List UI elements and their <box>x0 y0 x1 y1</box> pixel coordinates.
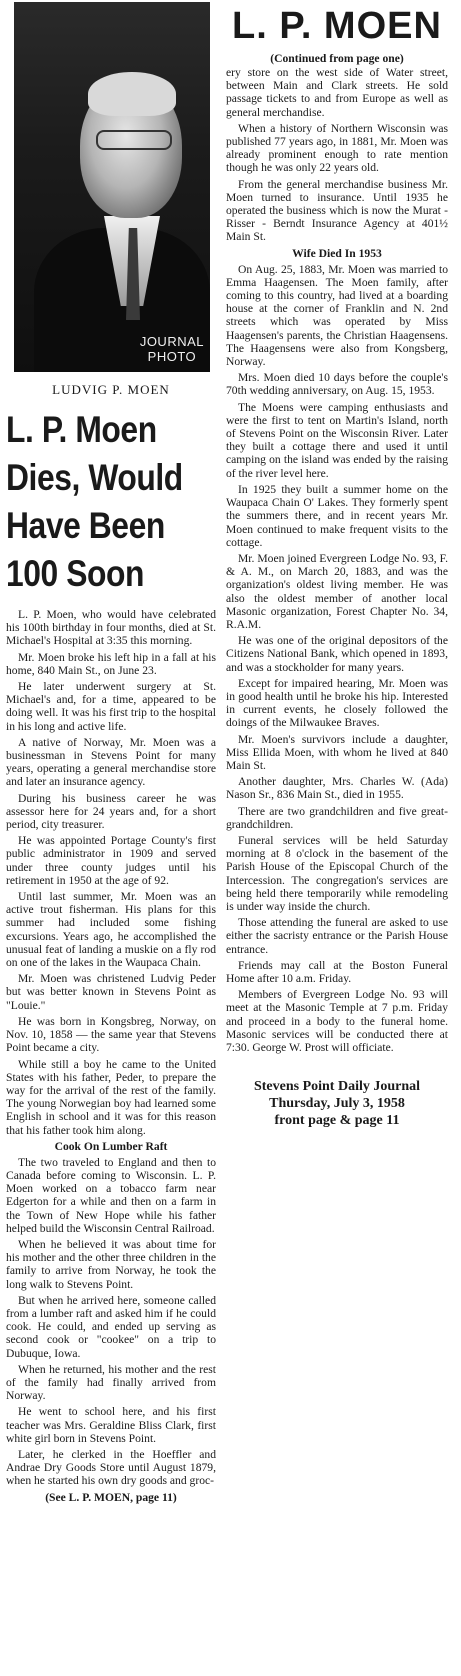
source-date: Thursday, July 3, 1958 <box>269 1096 405 1112</box>
paragraph: He was appointed Portage County's first public administrator in 1909 and served under three county judges until his retirement in 1950 at the age of 92. <box>6 834 216 887</box>
subhead: Wife Died In 1953 <box>292 246 382 260</box>
paragraph: Another daughter, Mrs. Charles W. (Ada) Nason Sr., 836 Main St., died in 1955. <box>226 775 448 802</box>
paragraph: Friends may call at the Boston Funeral Home after 10 a.m. Friday. <box>226 958 448 985</box>
paragraph: ery store on the west side of Water street, between Main and Clark streets. He sold passage tickets to and from Europe as well as general merchandise. <box>226 66 448 119</box>
left-column <box>6 2 216 1507</box>
paragraph: Mr. Moen broke his left hip in a fall at his home, 840 Main St., on June 23. <box>6 650 216 677</box>
paragraph: In 1925 they built a summer home on the Waupaca Chain O' Lakes. They formerly spent the summers there, and in recent years Mr. Moen continued to make frequent visits to the cottage. <box>226 482 448 549</box>
photo-credit: JOURNAL PHOTO <box>139 334 204 364</box>
paragraph: The two traveled to England and then to Canada before coming to Wisconsin. L. P. Moen worked on a tobacco farm near Edgerton for a while and then on a farm in the Town of New Hope while his father helped build the Wisconsin Central Railroad. <box>6 1155 216 1235</box>
source-pages: front page & page 11 <box>274 1113 400 1129</box>
paragraph: Mr. Moen's survivors include a daughter, Miss Ellida Moen, with whom he lived at 840 Main St. <box>226 732 448 772</box>
paragraph: Those attending the funeral are asked to use either the sacristy entrance or the Parish House entrance. <box>226 916 448 956</box>
paragraph: Until last summer, Mr. Moen was an active trout fisherman. His plans for this summer had included some fishing excursions. Years ago, he accomplished the unusual feat of landing a muskie on a fly rod on one of the lakes in the Waupaca Chain. <box>6 890 216 970</box>
continuation-title: L. P. MOEN <box>232 5 442 47</box>
jump-line: (See L. P. MOEN, page 11) <box>45 1490 177 1504</box>
right-body <box>226 66 448 1054</box>
paragraph: There are two grandchildren and five great-grandchildren. <box>226 804 448 831</box>
paragraph: On Aug. 25, 1883, Mr. Moen was married to Emma Haagensen. The Moen family, after coming to this country, had lived at a boarding house at the corner of Franklin and N. 2nd streets which was operated by Miss Haagensen's parents, the Christian Haagensens. The Haagensens were also from Kongsberg, Norway. <box>226 262 448 369</box>
headline: L. P. Moen Dies, Would Have Been 100 Soon <box>6 409 183 594</box>
paragraph: When a history of Northern Wisconsin was published 77 years ago, in 1881, Mr. Moen was already prominent enough to rate mention though he was only 22 years old. <box>226 121 448 175</box>
paragraph: He went to school here, and his first teacher was Mrs. Geraldine Bliss Clark, first white girl born in Stevens Point. <box>6 1405 216 1445</box>
photo-glasses <box>96 130 172 150</box>
continued-note: (Continued from page one) <box>270 52 404 65</box>
paragraph: Members of Evergreen Lodge No. 93 will meet at the Masonic Temple at 7 p.m. Friday and proceed in a body to the funeral home. Masonic services will be conducted there at 7:30. George W. Prost will officiate. <box>226 988 448 1055</box>
subhead: Cook On Lumber Raft <box>54 1139 168 1153</box>
paragraph: He was born in Kongsbreg, Norway, on Nov. 10, 1858 — the same year that Stevens Point became a city. <box>6 1014 216 1055</box>
source-citation <box>226 1078 448 1129</box>
paragraph: Mrs. Moen died 10 days before the couple's 70th wedding anniversary, on Aug. 15, 1953. <box>226 371 448 398</box>
photo-hair <box>88 72 176 116</box>
photo-caption: LUDVIG P. MOEN <box>52 382 170 397</box>
paragraph: Mr. Moen was christened Ludvig Peder but was better known in Stevens Point as "Louie." <box>6 972 216 1012</box>
right-column <box>226 6 448 1129</box>
left-body <box>6 608 216 1505</box>
paragraph: Except for impaired hearing, Mr. Moen was in good health until he broke his hip. Interested in current events, he closely followed the doings of the Milwaukee Braves. <box>226 676 448 730</box>
paragraph: A native of Norway, Mr. Moen was a businessman in Stevens Point for many years, operating a general merchandise store and later an insurance agency. <box>6 735 216 789</box>
paragraph: While still a boy he came to the United States with his father, Peder, to prepare the way for the arrival of the rest of the family. The young Norwegian boy had learned some English in school and it was for this reason that his father took him along. <box>6 1057 216 1137</box>
paragraph: But when he arrived here, someone called from a lumber raft and asked him if he could cook. He could, and ended up serving as second cook or "cookee" on a trip to Dubuque, Iowa. <box>6 1293 216 1360</box>
paragraph: During his business career he was assessor here for 24 years and, for a short period, city treasurer. <box>6 791 216 832</box>
paragraph: He was one of the original depositors of the Citizens National Bank, which opened in 1893, and was a stockholder for many years. <box>226 634 448 674</box>
source-publication: Stevens Point Daily Journal <box>253 1079 421 1095</box>
paragraph: L. P. Moen, who would have celebrated his 100th birthday in four months, died at St. Michael's Hospital at 3:35 this morning. <box>6 608 216 648</box>
portrait-photo <box>14 2 210 372</box>
paragraph: When he believed it was about time for his mother and the other three children in the family to arrive from Norway, he took the long walk to Stevens Point. <box>6 1237 216 1291</box>
paragraph: From the general merchandise business Mr. Moen turned to insurance. Until 1935 he operated the business which is now the Murat - Risser - Berndt Insurance Agency at 401½ Main St. <box>226 177 448 244</box>
paragraph: Funeral services will be held Saturday morning at 8 o'clock in the basement of the Parish House of the Episcopal Church of the Intercession. The congregation's services are being held there temporarily while remodeling is under way inside the church. <box>226 833 448 913</box>
paragraph: The Moens were camping enthusiasts and were the first to tent on Martin's Island, north of Stevens Point on the Wisconsin River. Later they built a cottage there and used it until camping on the island was ended by the raising of the river level here. <box>226 400 448 480</box>
paragraph: Later, he clerked in the Hoeffler and Andrae Dry Goods Store until August 1879, when he started his own dry goods and groc- <box>6 1447 216 1488</box>
paragraph: Mr. Moen joined Evergreen Lodge No. 93, F. & A. M., on March 20, 1883, and was the organization's oldest living member. He was also the oldest member of another local Masonic organization, Forest Chapter No. 34, R.A.M. <box>226 551 448 631</box>
paragraph: When he returned, his mother and the rest of the family had finally arrived from Norway. <box>6 1362 216 1403</box>
paragraph: He later underwent surgery at St. Michael's and, for a time, appeared to be doing well. It was his first trip to the hospital in his long and active life. <box>6 680 216 733</box>
